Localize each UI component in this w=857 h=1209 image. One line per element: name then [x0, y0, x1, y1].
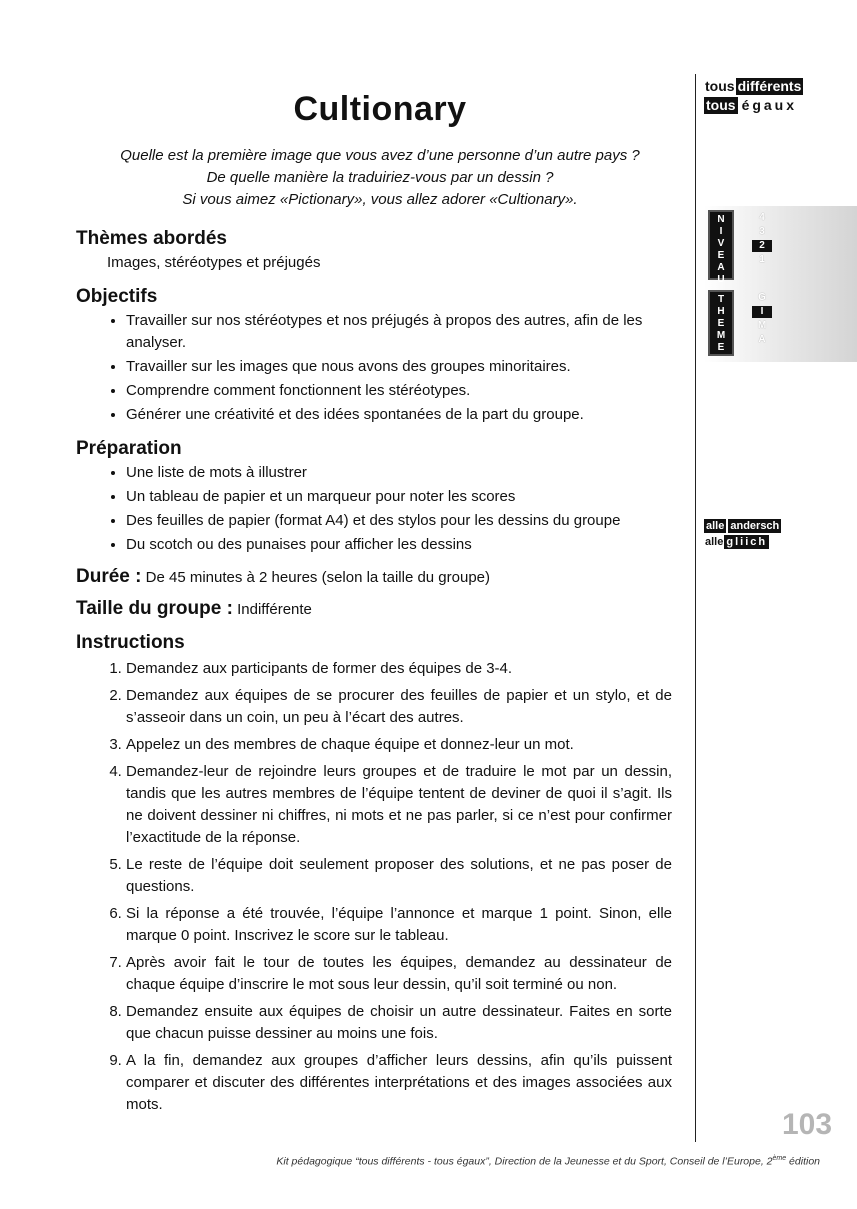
theme-scale — [750, 291, 774, 347]
intro-line: Si vous aimez «Pictionary», vous allez adorer «Cultionary». — [182, 191, 578, 208]
section-heading: Durée : — [76, 566, 142, 587]
brand-logo-fr — [704, 77, 803, 115]
list-item: 2. Demandez aux équipes de se procurer des feuilles de papier et un stylo, et de s’asseoir dans un coin, un peu à l’écart des autres. — [126, 685, 672, 729]
list-item: 1. Demandez aux participants de former des équipes de 3-4. — [126, 658, 672, 680]
list-item: • Une liste de mots à illustrer — [126, 462, 672, 484]
section-preparation — [76, 436, 672, 556]
section-text: Indifférente — [237, 601, 312, 618]
brand-word: tous — [705, 77, 735, 94]
scale-value: 3 — [759, 226, 765, 237]
tag-letter: T — [717, 294, 725, 305]
tag-letter: M — [716, 330, 726, 341]
tag-letter: E — [717, 318, 725, 329]
instructions-list — [76, 658, 672, 1116]
list-item: • Comprendre comment fonctionnent les stéréotypes. — [126, 380, 672, 402]
niveau-label — [708, 210, 734, 285]
footer-sup: ème — [772, 1155, 787, 1162]
scale-value: 4 — [759, 212, 765, 223]
section-heading: Instructions — [76, 632, 185, 653]
section-heading: Préparation — [76, 438, 182, 459]
intro-text — [60, 145, 700, 211]
list-item: • Des feuilles de papier (format A4) et des stylos pour les dessins du groupe — [126, 510, 672, 532]
brand-logo-de — [704, 518, 781, 550]
theme-label — [708, 290, 734, 356]
page-title: Cultionary — [293, 90, 467, 128]
scale-value: A — [758, 334, 766, 345]
level-theme-indicator — [704, 206, 857, 362]
brand-word: alle — [705, 535, 724, 548]
niveau-scale — [750, 211, 774, 267]
tag-letter: I — [719, 226, 723, 237]
list-item: • Travailler sur les images que nous avons des groupes minoritaires. — [126, 356, 672, 378]
preparation-list — [76, 462, 672, 556]
section-heading: Objectifs — [76, 286, 158, 307]
list-item: 4. Demandez-leur de rejoindre leurs groupes et de traduire le mot par un dessin, tandis que les autres membres de l’équipe tentent de deviner de quoi il s’agit. Ils ne doivent dessiner ni chiffres, ni mots et ne pas parler, si ce n’est pour confirmer l’exactitude de la réponse. — [126, 761, 672, 849]
section-heading: Taille du groupe : — [76, 598, 233, 619]
tag-letter: E — [717, 250, 725, 261]
section-text: De 45 minutes à 2 heures (selon la taille du groupe) — [145, 569, 491, 586]
section-objectifs — [76, 284, 672, 426]
intro-line: Quelle est la première image que vous avez d’une personne d’un autre pays ? — [120, 147, 640, 164]
page-number: 103 — [782, 1108, 833, 1141]
list-item: 6. Si la réponse a été trouvée, l’équipe l’annonce et marque 1 point. Sinon, elle marque 0 point. Inscrivez le score sur le tableau. — [126, 903, 672, 947]
main-content — [76, 226, 672, 1126]
tag-letter: V — [717, 238, 725, 249]
list-item: 8. Demandez ensuite aux équipes de choisir un autre dessinateur. Faites en sorte que chacun puisse dessiner au moins une fois. — [126, 1001, 672, 1045]
tag-letter: U — [717, 274, 725, 285]
list-item: • Travailler sur nos stéréotypes et nos préjugés à propos des autres, afin de les analyser. — [126, 310, 672, 354]
scale-value: G — [758, 292, 766, 303]
section-heading: Thèmes abordés — [76, 228, 227, 249]
list-item: 5. Le reste de l’équipe doit seulement proposer des solutions, et ne pas poser de questions. — [126, 854, 672, 898]
brand-word: tous — [706, 96, 736, 113]
footer-tail: édition — [786, 1155, 820, 1168]
column-divider — [695, 74, 696, 1142]
tag-letter: H — [717, 306, 725, 317]
section-taille — [76, 598, 672, 620]
brand-word: gliich — [726, 535, 768, 548]
objectifs-list — [76, 310, 672, 426]
brand-word: égaux — [741, 96, 798, 113]
scale-value-selected: 2 — [752, 240, 772, 252]
footer-text: Kit pédagogique “tous différents - tous égaux”, Direction de la Jeunesse et du Sport, Conseil de l’Europe, 2 — [276, 1155, 773, 1168]
brand-word: alle — [706, 519, 725, 532]
tag-letter: N — [717, 214, 725, 225]
section-text: Images, stéréotypes et préjugés — [107, 254, 321, 271]
intro-line: De quelle manière la traduiriez-vous par un dessin ? — [206, 169, 554, 186]
section-instructions — [76, 630, 672, 1116]
brand-word: différents — [737, 77, 802, 94]
tag-letter: A — [717, 262, 725, 273]
scale-value: M — [757, 320, 767, 331]
list-item: • Du scotch ou des punaises pour afficher les dessins — [126, 534, 672, 556]
list-item: • Un tableau de papier et un marqueur pour noter les scores — [126, 486, 672, 508]
list-item: • Générer une créativité et des idées spontanées de la part du groupe. — [126, 404, 672, 426]
list-item: 9. A la fin, demandez aux groupes d’afficher leurs dessins, afin qu’ils puissent comparer et discuter des différentes interprétations et des images associées aux mots. — [126, 1050, 672, 1116]
list-item: 7. Après avoir fait le tour de toutes les équipes, demandez au dessinateur de chaque équipe d’inscrire le mot sous leur dessin, qu’il soit terminé ou non. — [126, 952, 672, 996]
section-duree — [76, 566, 672, 588]
scale-value-selected: I — [752, 306, 772, 318]
scale-value: 1 — [759, 254, 765, 265]
section-themes — [76, 226, 672, 274]
footer-citation — [230, 1155, 820, 1168]
list-item: 3. Appelez un des membres de chaque équipe et donnez-leur un mot. — [126, 734, 672, 756]
tag-letter: E — [717, 342, 725, 353]
brand-word: andersch — [730, 519, 780, 532]
